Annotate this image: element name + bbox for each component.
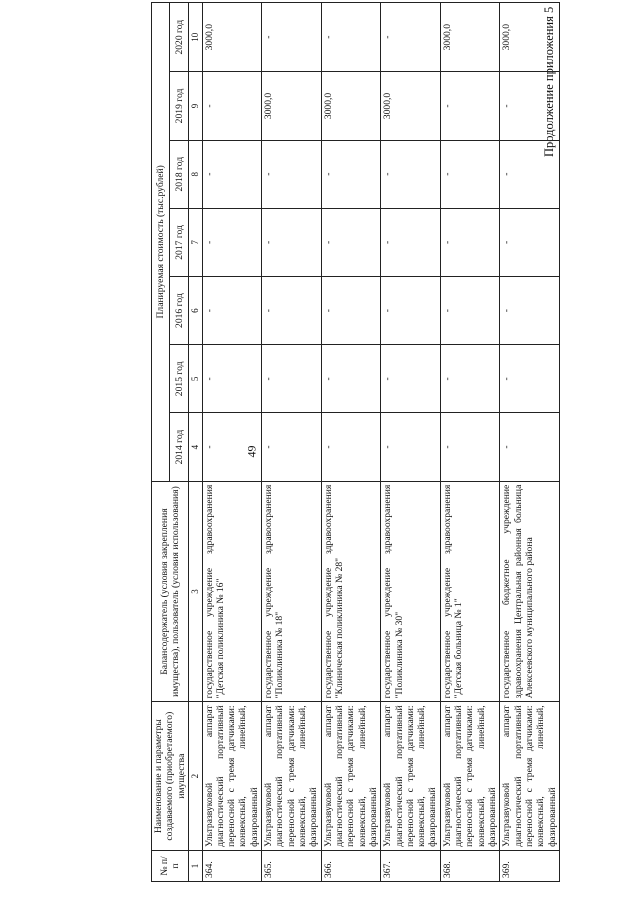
column-number: 9	[188, 72, 202, 140]
cost-value: -	[202, 277, 262, 345]
column-number: 10	[188, 3, 202, 72]
cost-value: -	[321, 140, 381, 208]
cost-value: -	[202, 140, 262, 208]
cost-value: -	[321, 208, 381, 276]
cost-value: -	[381, 413, 441, 481]
cost-value: -	[440, 345, 500, 413]
cost-value: 3000,0	[500, 3, 560, 72]
cost-value: -	[381, 3, 441, 72]
header-year: 2017 год	[170, 208, 188, 276]
row-number: 366.	[321, 850, 381, 881]
cost-value: -	[440, 140, 500, 208]
cost-value: -	[381, 208, 441, 276]
column-number: 3	[188, 481, 202, 702]
header-year: 2019 год	[170, 72, 188, 140]
cost-value: -	[440, 277, 500, 345]
header-year: 2020 год	[170, 3, 188, 72]
header-year: 2018 год	[170, 140, 188, 208]
cost-value: -	[500, 72, 560, 140]
cost-value: -	[321, 345, 381, 413]
cost-value: -	[440, 208, 500, 276]
balance-holder: государственное учреждение здравоохранения "Поликлиника № 30"	[381, 481, 441, 702]
header-holder: Балансодержатель (условия закрепления имущества), пользователь (условия использования)	[152, 481, 189, 702]
cost-value: 3000,0	[202, 3, 262, 72]
column-number: 8	[188, 140, 202, 208]
cost-value: 3000,0	[381, 72, 441, 140]
header-name: Наименование и параметры создаваемого (приобретаемого) имущества	[152, 702, 189, 851]
balance-holder: государственное учреждение здравоохранения "Поликлиника № 18"	[262, 481, 322, 702]
column-number: 7	[188, 208, 202, 276]
table-row	[202, 3, 262, 882]
item-name: Ультразвуковой аппарат диагностический портативный переносной с тремя датчиками: конвексный, линейный, фазированный	[381, 702, 441, 851]
header-planned-cost: Планируемая стоимость (тыс.рублей)	[152, 3, 170, 482]
row-number: 364.	[202, 850, 262, 881]
header-year: 2016 год	[170, 277, 188, 345]
header-year: 2014 год	[170, 413, 188, 481]
cost-value: 3000,0	[321, 72, 381, 140]
cost-value: 3000,0	[440, 3, 500, 72]
row-number: 367.	[381, 850, 441, 881]
row-number: 365.	[262, 850, 322, 881]
column-number: 1	[188, 850, 202, 881]
cost-value: -	[500, 277, 560, 345]
cost-value: 3000,0	[262, 72, 322, 140]
cost-value: -	[500, 413, 560, 481]
table-row	[262, 3, 322, 882]
cost-value: -	[262, 140, 322, 208]
header-no: № п/п	[152, 850, 189, 881]
balance-holder: государственное учреждение здравоохранения "Детская больница № 1"	[440, 481, 500, 702]
item-name: Ультразвуковой аппарат диагностический портативный переносной с тремя датчиками: конвексный, линейный, фазированный	[262, 702, 322, 851]
cost-value: -	[202, 208, 262, 276]
header-year: 2015 год	[170, 345, 188, 413]
cost-value: -	[440, 72, 500, 140]
cost-value: -	[321, 3, 381, 72]
page-number: 49	[244, 445, 259, 458]
item-name: Ультразвуковой аппарат диагностический портативный переносной с тремя датчиками: конвексный, линейный, фазированный	[500, 702, 560, 851]
cost-value: -	[202, 345, 262, 413]
table-row	[321, 3, 381, 882]
column-number-row	[188, 3, 202, 882]
cost-value: -	[262, 345, 322, 413]
row-number: 369.	[500, 850, 560, 881]
cost-value: -	[202, 72, 262, 140]
column-number: 6	[188, 277, 202, 345]
cost-value: -	[262, 277, 322, 345]
column-number: 5	[188, 345, 202, 413]
property-table	[151, 2, 560, 882]
cost-value: -	[321, 277, 381, 345]
table-row	[440, 3, 500, 882]
table-row	[381, 3, 441, 882]
appendix-caption: Продолжение приложения 5	[542, 6, 556, 157]
cost-value: -	[262, 413, 322, 481]
balance-holder: государственное учреждение здравоохранения "Клиническая поликлиника № 28"	[321, 481, 381, 702]
cost-value: -	[500, 208, 560, 276]
table-row	[500, 3, 560, 882]
cost-value: -	[321, 413, 381, 481]
balance-holder: государственное бюджетное учреждение здравоохранения Центральная районная больница Алексеевского муниципального района	[500, 481, 560, 702]
column-number: 4	[188, 413, 202, 481]
cost-value: -	[381, 277, 441, 345]
cost-value: -	[381, 140, 441, 208]
cost-value: -	[202, 413, 262, 481]
cost-value: -	[500, 140, 560, 208]
item-name: Ультразвуковой аппарат диагностический портативный переносной с тремя датчиками: конвексный, линейный, фазированный	[321, 702, 381, 851]
cost-value: -	[440, 413, 500, 481]
balance-holder: государственное учреждение здравоохранения "Детская поликлиника № 16"	[202, 481, 262, 702]
cost-value: -	[500, 345, 560, 413]
cost-value: -	[262, 208, 322, 276]
cost-value: -	[381, 345, 441, 413]
row-number: 368.	[440, 850, 500, 881]
item-name: Ультразвуковой аппарат диагностический портативный переносной с тремя датчиками: конвексный, линейный, фазированный	[202, 702, 262, 851]
cost-value: -	[262, 3, 322, 72]
column-number: 2	[188, 702, 202, 851]
table-body	[202, 3, 559, 882]
item-name: Ультразвуковой аппарат диагностический портативный переносной с тремя датчиками: конвексный, линейный, фазированный	[440, 702, 500, 851]
